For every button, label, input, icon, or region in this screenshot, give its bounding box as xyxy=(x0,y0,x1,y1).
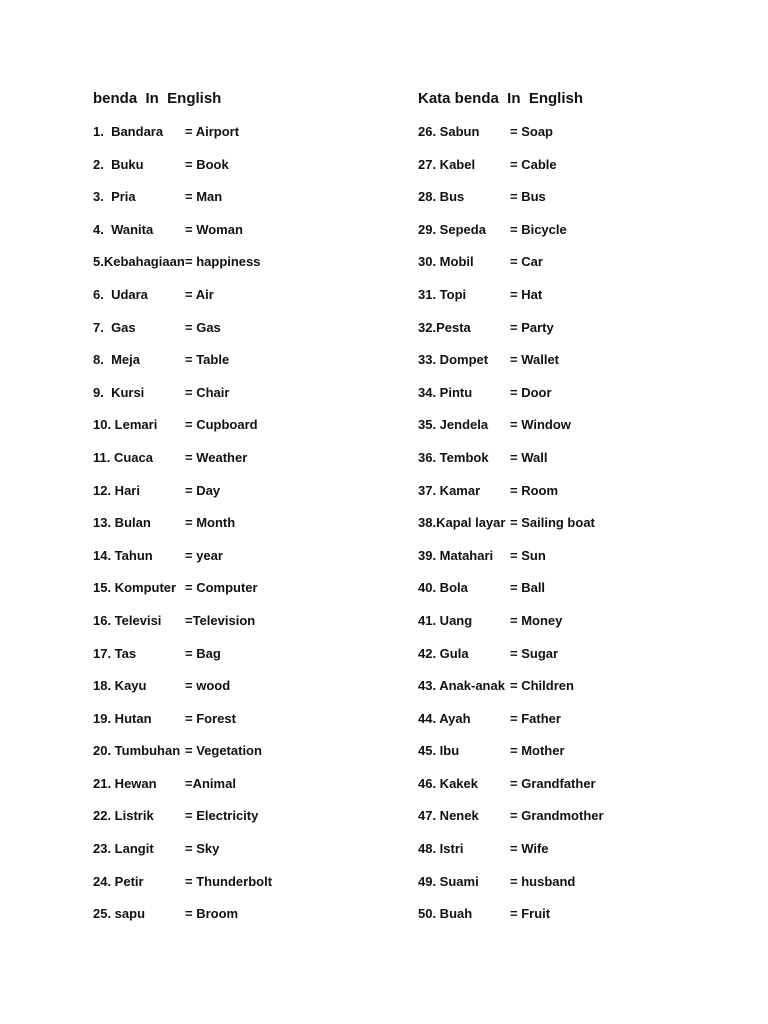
indonesian-word: 43. Anak-anak xyxy=(418,678,505,694)
english-translation: = Bicycle xyxy=(510,221,567,237)
english-translation: = Hat xyxy=(510,286,543,302)
list-item xyxy=(418,121,583,154)
english-translation: = Sugar xyxy=(510,645,559,661)
indonesian-word: 4. Wanita xyxy=(93,221,154,237)
english-translation: = Door xyxy=(510,384,552,400)
indonesian-word: 35. Jendela xyxy=(418,417,489,433)
list-item xyxy=(93,447,248,480)
indonesian-word: 11. Cuaca xyxy=(93,449,153,465)
indonesian-word: 26. Sabun xyxy=(418,124,480,139)
list-item xyxy=(418,675,583,708)
left-column xyxy=(93,88,273,936)
list-item xyxy=(93,284,221,317)
english-translation: = Chair xyxy=(185,384,230,400)
english-translation: = Bus xyxy=(510,189,546,205)
english-translation: = Grandfather xyxy=(510,775,596,791)
list-item xyxy=(93,773,236,806)
indonesian-word: 50. Buah xyxy=(418,906,473,922)
indonesian-word: 32.Pesta xyxy=(418,319,471,335)
indonesian-word: 45. Ibu xyxy=(418,743,460,759)
list-item xyxy=(93,545,221,578)
list-item xyxy=(93,577,258,610)
list-item xyxy=(93,805,259,838)
english-translation: = Weather xyxy=(185,449,248,465)
indonesian-word: 41. Uang xyxy=(418,612,473,628)
indonesian-word: 13. Bulan xyxy=(93,515,151,531)
english-translation: = Mother xyxy=(510,743,565,759)
list-item xyxy=(93,838,221,871)
list-item xyxy=(418,317,583,350)
list-item xyxy=(418,414,583,447)
indonesian-word: 34. Pintu xyxy=(418,384,473,400)
right-heading: Kata benda In English xyxy=(418,90,584,107)
list-item xyxy=(93,903,239,936)
indonesian-word: 22. Listrik xyxy=(93,808,154,824)
english-translation: = Ball xyxy=(510,580,546,596)
list-item xyxy=(418,610,583,643)
english-translation: = happiness xyxy=(185,254,261,270)
indonesian-word: 18. Kayu xyxy=(93,678,147,694)
list-item xyxy=(418,643,583,676)
english-translation: = Man xyxy=(185,189,223,205)
list-item xyxy=(418,708,583,741)
english-translation: = Fruit xyxy=(510,906,551,922)
english-translation: = Cupboard xyxy=(185,417,258,433)
english-translation: = Wall xyxy=(510,449,548,465)
english-translation: = Woman xyxy=(185,221,243,237)
indonesian-word: 21. Hewan xyxy=(93,775,157,791)
list-item xyxy=(418,838,583,871)
list-item xyxy=(418,382,583,415)
english-translation: = Sun xyxy=(510,547,546,563)
indonesian-word: 8. Meja xyxy=(93,352,140,368)
indonesian-word: 37. Kamar xyxy=(418,482,481,498)
indonesian-word: 16. Televisi xyxy=(93,612,162,628)
indonesian-word: 23. Langit xyxy=(93,841,154,857)
english-translation: = Soap xyxy=(510,124,553,139)
english-translation: = Car xyxy=(510,254,543,270)
indonesian-word: 38.Kapal layar xyxy=(418,515,506,531)
indonesian-word: 44. Ayah xyxy=(418,710,471,726)
left-word-list xyxy=(93,121,273,936)
indonesian-word: 10. Lemari xyxy=(93,417,158,433)
list-item xyxy=(418,154,583,187)
indonesian-word: 2. Buku xyxy=(93,156,144,172)
english-translation: = Table xyxy=(185,352,230,368)
indonesian-word: 31. Topi xyxy=(418,286,467,302)
indonesian-word: 47. Nenek xyxy=(418,808,479,824)
list-item xyxy=(418,545,583,578)
indonesian-word: 46. Kakek xyxy=(418,775,478,791)
list-item xyxy=(418,219,583,252)
english-translation: = Money xyxy=(510,612,563,628)
list-item xyxy=(93,643,221,676)
right-column xyxy=(418,88,604,936)
english-translation: = Room xyxy=(510,482,559,498)
indonesian-word: 40. Bola xyxy=(418,580,468,596)
english-translation: = Cable xyxy=(510,156,557,172)
indonesian-word: 15. Komputer xyxy=(93,580,177,596)
english-translation: = Thunderbolt xyxy=(185,873,273,889)
list-item xyxy=(418,773,596,806)
list-item xyxy=(93,121,240,154)
english-translation: = Day xyxy=(185,482,221,498)
list-item xyxy=(93,512,236,545)
list-item xyxy=(93,317,221,350)
english-translation: = Wallet xyxy=(510,352,560,368)
english-translation: = Gas xyxy=(185,319,221,335)
indonesian-word: 14. Tahun xyxy=(93,547,153,563)
english-translation: = Book xyxy=(185,156,229,172)
indonesian-word: 27. Kabel xyxy=(418,156,476,172)
indonesian-word: 49. Suami xyxy=(418,873,479,889)
list-item xyxy=(93,349,230,382)
list-item xyxy=(418,577,583,610)
english-translation: = year xyxy=(185,547,223,563)
indonesian-word: 30. Mobil xyxy=(418,254,474,270)
indonesian-word: 29. Sepeda xyxy=(418,221,486,237)
indonesian-word: 17. Tas xyxy=(93,645,137,661)
indonesian-word: 33. Dompet xyxy=(418,352,489,368)
english-translation: = Month xyxy=(185,515,236,531)
english-translation: =Television xyxy=(185,612,256,628)
list-item xyxy=(418,871,583,904)
english-translation: = Broom xyxy=(185,906,239,922)
list-item xyxy=(93,675,231,708)
list-item xyxy=(93,251,261,284)
english-translation: = Electricity xyxy=(185,808,259,824)
english-translation: = Airport xyxy=(185,124,240,139)
list-item xyxy=(418,903,583,936)
indonesian-word: 9. Kursi xyxy=(93,384,145,400)
english-translation: = Forest xyxy=(185,710,236,726)
right-word-list xyxy=(418,121,604,936)
indonesian-word: 5.Kebahagiaan xyxy=(93,254,185,270)
indonesian-word: 42. Gula xyxy=(418,645,469,661)
list-item xyxy=(418,447,583,480)
indonesian-word: 20. Tumbuhan xyxy=(93,743,181,759)
english-translation: = Sky xyxy=(185,841,220,857)
list-item xyxy=(418,740,583,773)
list-item xyxy=(418,186,583,219)
english-translation: = Air xyxy=(185,286,214,302)
english-translation: = Bag xyxy=(185,645,221,661)
english-translation: = Party xyxy=(510,319,554,335)
list-item xyxy=(93,610,256,643)
list-item xyxy=(418,480,583,513)
indonesian-word: 36. Tembok xyxy=(418,449,489,465)
indonesian-word: 39. Matahari xyxy=(418,547,494,563)
english-translation: = Window xyxy=(510,417,571,433)
english-translation: = Vegetation xyxy=(185,743,262,759)
indonesian-word: 24. Petir xyxy=(93,873,144,889)
indonesian-word: 12. Hari xyxy=(93,482,140,498)
list-item xyxy=(93,186,221,219)
english-translation: =Animal xyxy=(185,775,236,791)
list-item xyxy=(93,740,262,773)
list-item xyxy=(418,251,583,284)
list-item xyxy=(93,382,230,415)
list-item xyxy=(93,414,258,447)
indonesian-word: 25. sapu xyxy=(93,906,146,922)
indonesian-word: 7. Gas xyxy=(93,319,136,335)
indonesian-word: 3. Pria xyxy=(93,189,136,205)
indonesian-word: 19. Hutan xyxy=(93,710,152,726)
list-item xyxy=(93,871,273,904)
list-item xyxy=(418,512,595,545)
english-translation: = Children xyxy=(510,678,574,694)
english-translation: = husband xyxy=(510,873,576,889)
english-translation: = Computer xyxy=(185,580,258,596)
list-item xyxy=(418,349,583,382)
english-translation: = Grandmother xyxy=(510,808,604,824)
list-item xyxy=(93,480,221,513)
indonesian-word: 1. Bandara xyxy=(93,124,164,139)
left-heading: benda In English xyxy=(93,90,222,107)
list-item xyxy=(93,219,243,252)
english-translation: = Sailing boat xyxy=(510,515,595,531)
english-translation: = Wife xyxy=(510,841,549,857)
list-item xyxy=(93,708,236,741)
english-translation: = wood xyxy=(185,678,231,694)
indonesian-word: 48. Istri xyxy=(418,841,464,857)
list-item xyxy=(93,154,229,187)
indonesian-word: 28. Bus xyxy=(418,189,465,205)
list-item xyxy=(418,284,583,317)
indonesian-word: 6. Udara xyxy=(93,286,148,302)
english-translation: = Father xyxy=(510,710,561,726)
list-item xyxy=(418,805,604,838)
